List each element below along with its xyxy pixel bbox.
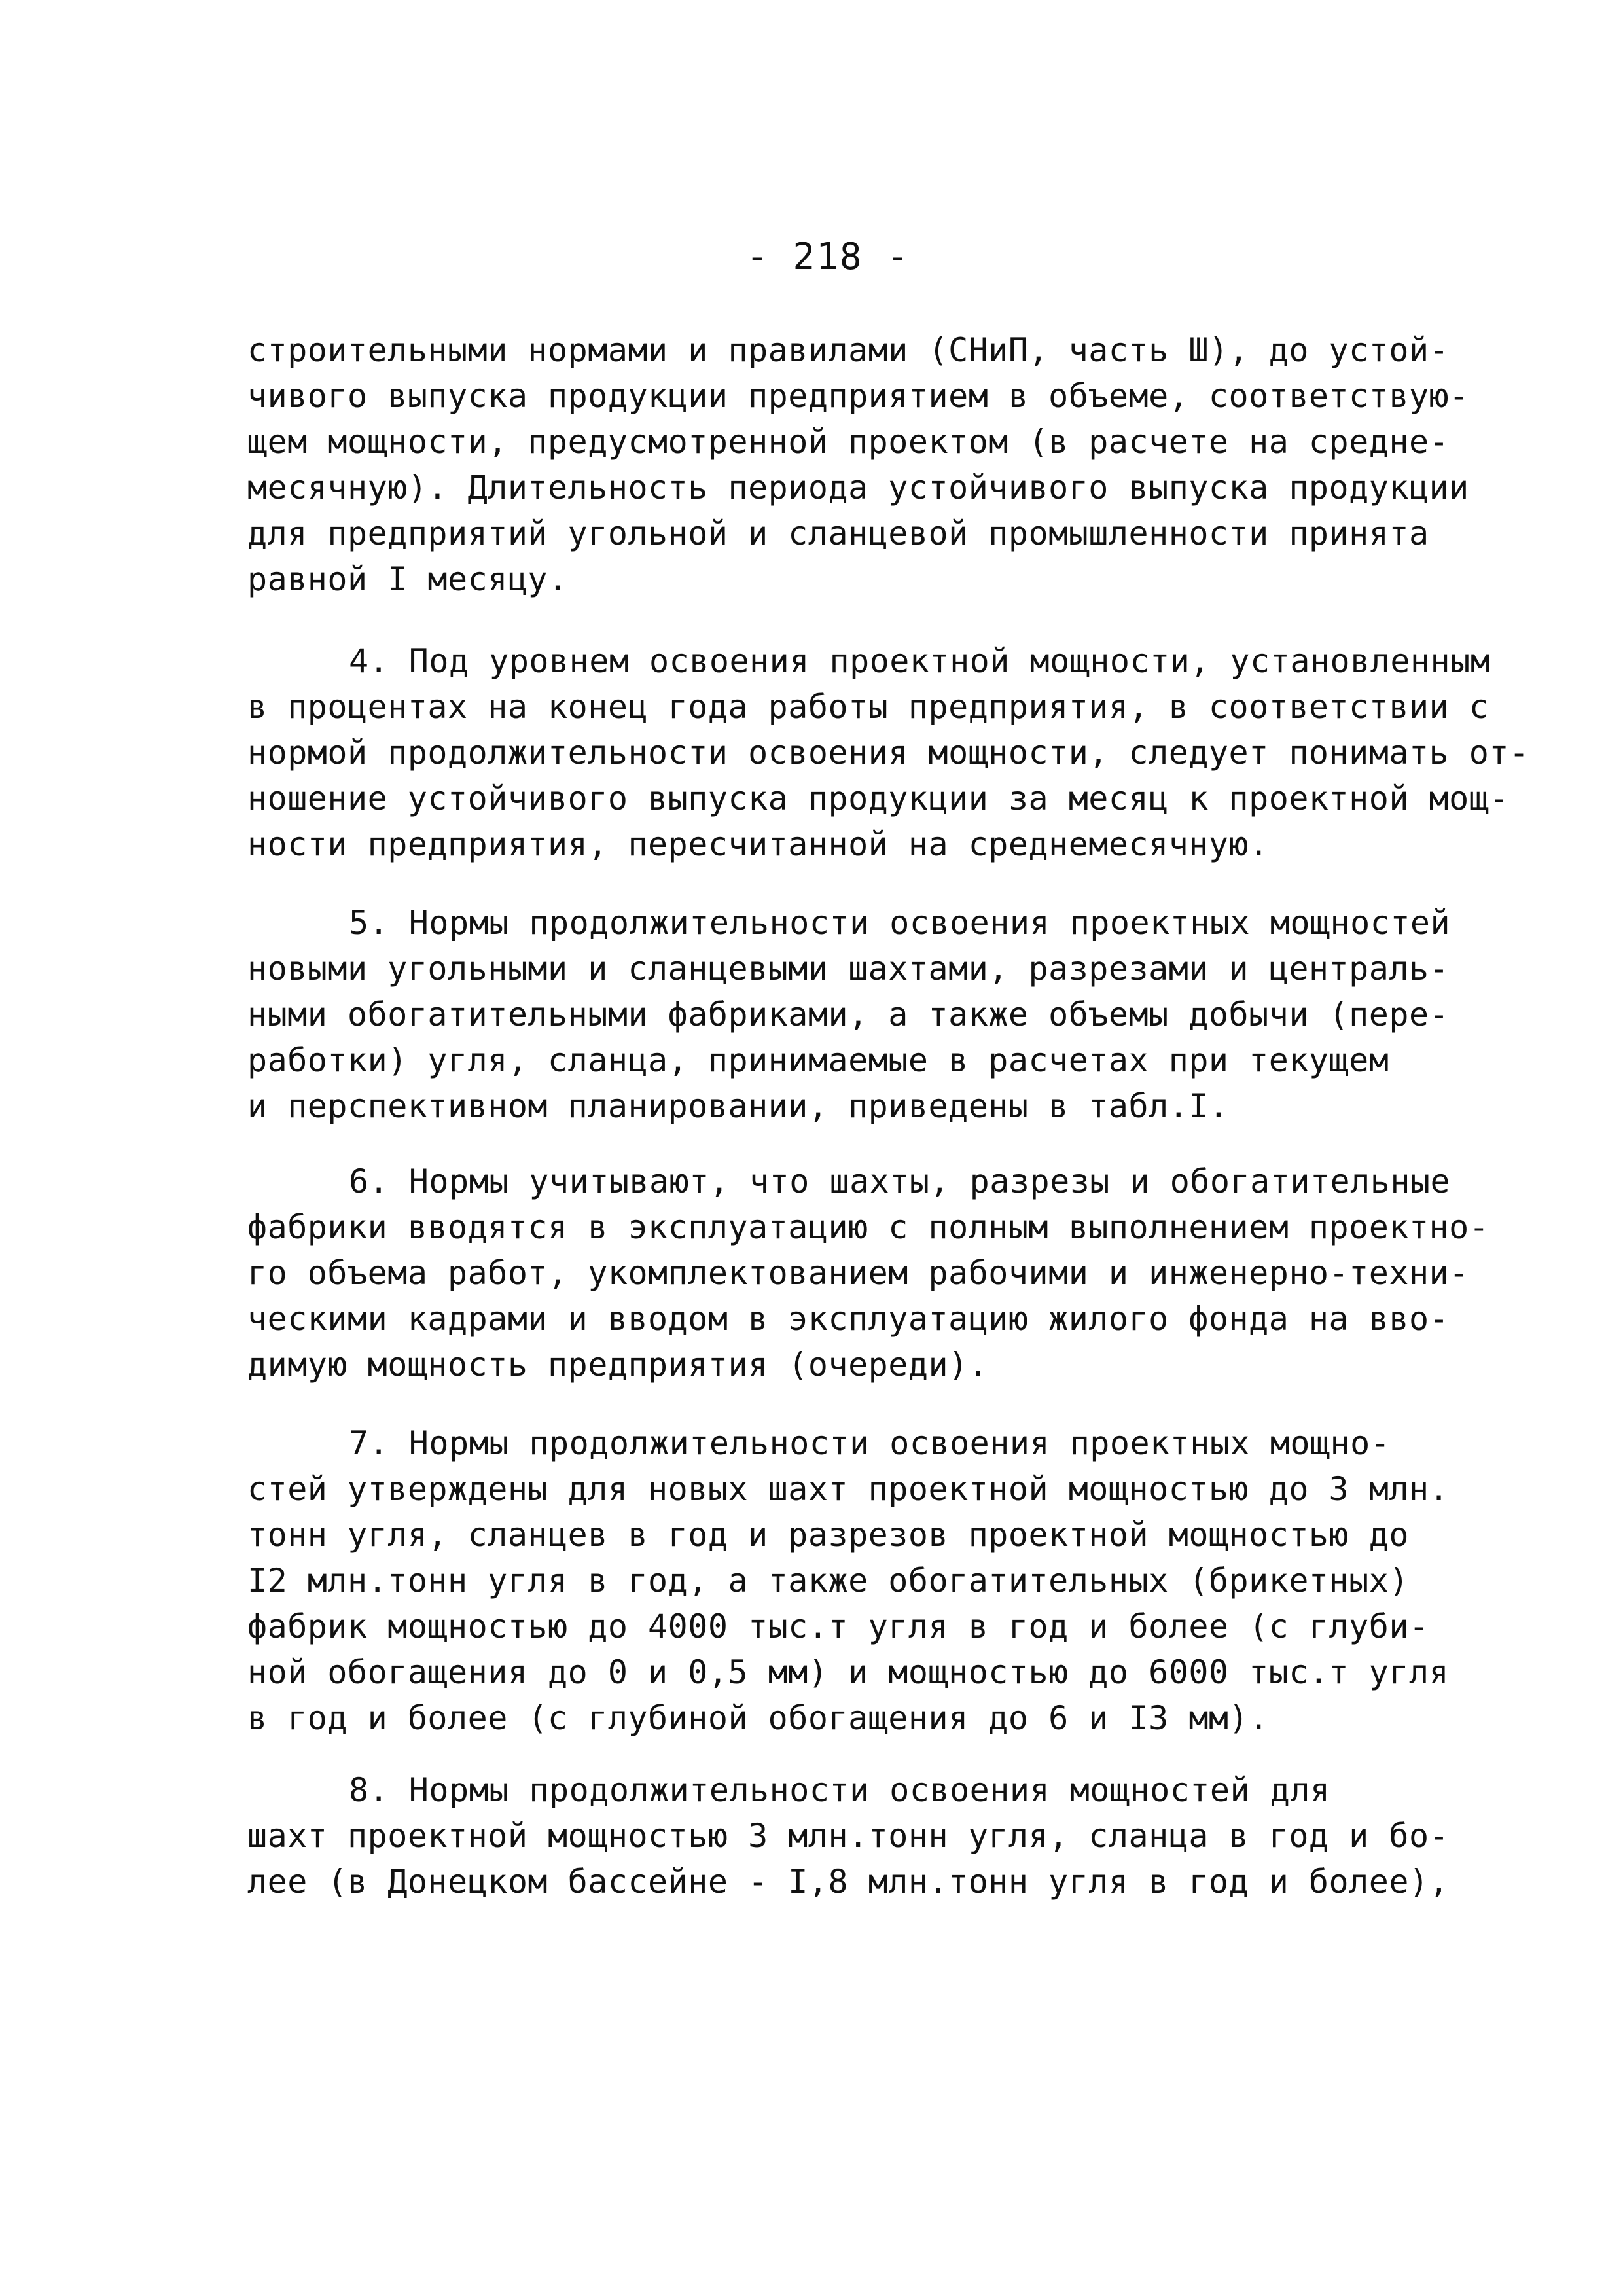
text-line: ной обогащения до 0 и 0,5 мм) и мощностью до 6000 тыс.т угля <box>247 1653 1450 1691</box>
text-line: I2 млн.тонн угля в год, а также обогатительных (брикетных) <box>247 1562 1409 1600</box>
text-line: шахт проектной мощностью 3 млн.тонн угля, сланца в год и бо- <box>247 1817 1450 1855</box>
paragraph-4 <box>247 638 1529 867</box>
text-line: лее (в Донецком бассейне - I,8 млн.тонн угля в год и более), <box>247 1863 1450 1901</box>
text-line: ческими кадрами и вводом в эксплуатацию жилого фонда на вво- <box>247 1300 1450 1338</box>
text-line: 8. Нормы продолжительности освоения мощностей для <box>349 1771 1330 1809</box>
text-line: месячную). Длительность периода устойчивого выпуска продукции <box>247 469 1469 507</box>
paragraph-8 <box>247 1767 1452 1905</box>
text-line: щем мощности, предусмотренной проектом (в расчете на средне- <box>247 423 1450 461</box>
text-line: стей утверждены для новых шахт проектной мощностью до 3 млн. <box>247 1470 1450 1508</box>
text-line: равной I месяцу. <box>247 560 568 598</box>
text-line: в процентах на конец года работы предприятия, в соответствии с <box>247 688 1489 726</box>
text-line: 4. Под уровнем освоения проектной мощности, установленным <box>349 642 1491 680</box>
text-line: ности предприятия, пересчитанной на среднемесячную. <box>247 825 1269 863</box>
text-line: ными обогатительными фабриками, а также объемы добычи (пере- <box>247 996 1450 1033</box>
text-line: фабрик мощностью до 4000 тыс.т угля в год и более (с глуби- <box>247 1607 1429 1645</box>
text-line: работки) угля, сланца, принимаемые в расчетах при текущем <box>247 1041 1389 1079</box>
text-line: 5. Нормы продолжительности освоения проектных мощностей <box>349 904 1451 942</box>
paragraph-continuation <box>247 327 1469 602</box>
text-line: ношение устойчивого выпуска продукции за месяц к проектной мощ- <box>247 780 1509 817</box>
text-line: нормой продолжительности освоения мощности, следует понимать от- <box>247 734 1529 772</box>
text-line: строительными нормами и правилами (СНиП, часть Ш), до устой- <box>247 331 1450 369</box>
text-line: в год и более (с глубиной обогащения до 6 и I3 мм). <box>247 1699 1269 1737</box>
text-line: и перспективном планировании, приведены в табл.I. <box>247 1087 1229 1125</box>
page-number: - 218 - <box>746 236 910 278</box>
text-line: тонн угля, сланцев в год и разрезов проектной мощностью до <box>247 1516 1409 1554</box>
text-line: 7. Нормы продолжительности освоения проектных мощно- <box>349 1424 1391 1462</box>
paragraph-7 <box>247 1420 1452 1741</box>
text-line: для предприятий угольной и сланцевой промышленности принята <box>247 514 1429 552</box>
text-line: димую мощность предприятия (очереди). <box>247 1346 989 1384</box>
text-line: 6. Нормы учитывают, что шахты, разрезы и обогатительные <box>349 1162 1451 1200</box>
paragraph-6 <box>247 1158 1489 1388</box>
paragraph-5 <box>247 900 1452 1129</box>
text-line: чивого выпуска продукции предприятием в объеме, соответствую- <box>247 377 1469 415</box>
text-line: фабрики вводятся в эксплуатацию с полным выполнением проектно- <box>247 1208 1489 1246</box>
text-line: го объема работ, укомплектованием рабочими и инженерно-техни- <box>247 1254 1469 1292</box>
text-line: новыми угольными и сланцевыми шахтами, разрезами и централь- <box>247 950 1450 988</box>
